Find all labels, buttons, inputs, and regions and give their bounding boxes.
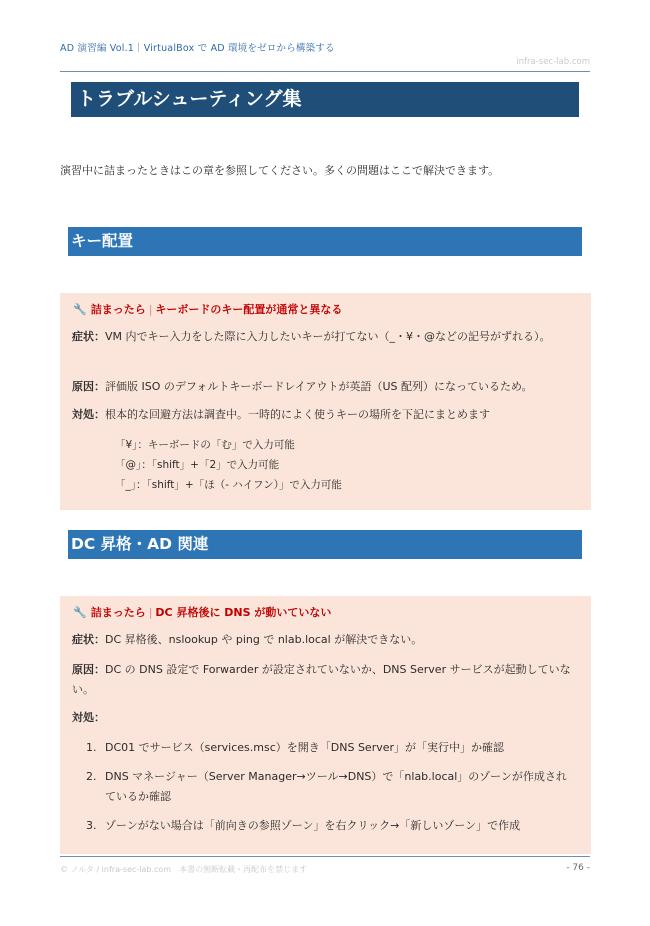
cause-paragraph bbox=[72, 660, 580, 700]
callout-title bbox=[73, 604, 331, 620]
fix-text: 根本的な回避方法は調査中。一時的によく使うキーの場所を下記にまとめます bbox=[105, 408, 490, 421]
callout-box-key-layout bbox=[60, 293, 591, 510]
symptom-paragraph bbox=[72, 630, 580, 650]
step-text: ゾーンがない場合は「前向きの参照ゾーン」を右クリック→「新しいゾーン」で作成 bbox=[105, 819, 521, 832]
step-item bbox=[86, 738, 576, 758]
section-heading-dc-ad: DC 昇格・AD 関連 bbox=[68, 530, 582, 559]
step-text: DC01 でサービス（services.msc）を開き「DNS Server」が「実行中」か確認 bbox=[105, 741, 505, 754]
step-item bbox=[86, 767, 576, 807]
callout-title-separator: | bbox=[148, 606, 153, 619]
symptom-text: VM 内でキー入力をした際に入力したいキーが打てない（_・¥・@などの記号がずれる）。 bbox=[105, 330, 551, 343]
fix-paragraph bbox=[72, 708, 580, 728]
callout-title-prefix: 詰まったら bbox=[90, 303, 146, 316]
step-number: 1. bbox=[86, 741, 97, 754]
fix-label: 対処： bbox=[72, 711, 105, 724]
cause-label: 原因： bbox=[72, 380, 105, 393]
step-text: DNS マネージャー（Server Manager→ツール→DNS）で「nlab.local」のゾーンが作成されているか確認 bbox=[105, 770, 567, 803]
step-number: 2. bbox=[86, 770, 97, 783]
key-tip-item: 「_」：「shift」+「ほ（- ハイフン）」で入力可能 bbox=[115, 479, 342, 491]
wrench-icon: 🔧 bbox=[73, 606, 87, 619]
key-tip-item: 「@」：「shift」+「2」で入力可能 bbox=[115, 459, 280, 471]
callout-title-main: DC 昇格後に DNS が動いていない bbox=[155, 606, 332, 619]
running-header-title: AD 演習編 Vol.1｜VirtualBox で AD 環境をゼロから構築する bbox=[60, 43, 335, 54]
chapter-title: トラブルシューティング集 bbox=[71, 82, 579, 117]
symptom-label: 症状： bbox=[72, 330, 105, 343]
callout-title-separator: | bbox=[148, 303, 153, 316]
footer-copyright: © ノルタ / infra-sec-lab.com 本書の無断転載・再配布を禁じます bbox=[60, 865, 308, 874]
callout-title-prefix: 詰まったら bbox=[90, 606, 146, 619]
key-tip-item: 「¥」：キーボードの「む」で入力可能 bbox=[115, 439, 295, 451]
page-number: - 76 - bbox=[566, 863, 590, 873]
symptom-paragraph bbox=[72, 327, 580, 347]
fix-paragraph bbox=[72, 405, 580, 425]
chapter-intro: 演習中に詰まったときはこの章を参照してください。多くの問題はここで解決できます。 bbox=[60, 164, 500, 177]
step-number: 3. bbox=[86, 819, 97, 832]
callout-title-main: キーボードのキー配置が通常と異なる bbox=[155, 303, 343, 316]
cause-paragraph bbox=[72, 377, 580, 397]
cause-text: DC の DNS 設定で Forwarder が設定されていないか、DNS Server サービスが起動していない。 bbox=[72, 663, 571, 696]
section-heading-key-layout: キー配置 bbox=[68, 227, 582, 256]
footer-divider bbox=[60, 856, 590, 857]
callout-title bbox=[73, 301, 342, 317]
symptom-label: 症状： bbox=[72, 633, 105, 646]
fix-label: 対処： bbox=[72, 408, 105, 421]
header-divider bbox=[60, 71, 590, 72]
wrench-icon: 🔧 bbox=[73, 303, 87, 316]
cause-text: 評価版 ISO のデフォルトキーボードレイアウトが英語（US 配列）になっているため。 bbox=[105, 380, 533, 393]
step-item bbox=[86, 816, 576, 836]
running-header-site: infra-sec-lab.com bbox=[516, 57, 590, 67]
callout-box-dns bbox=[60, 596, 591, 854]
symptom-text: DC 昇格後、nslookup や ping で nlab.local が解決できない。 bbox=[105, 633, 423, 646]
cause-label: 原因： bbox=[72, 663, 105, 676]
